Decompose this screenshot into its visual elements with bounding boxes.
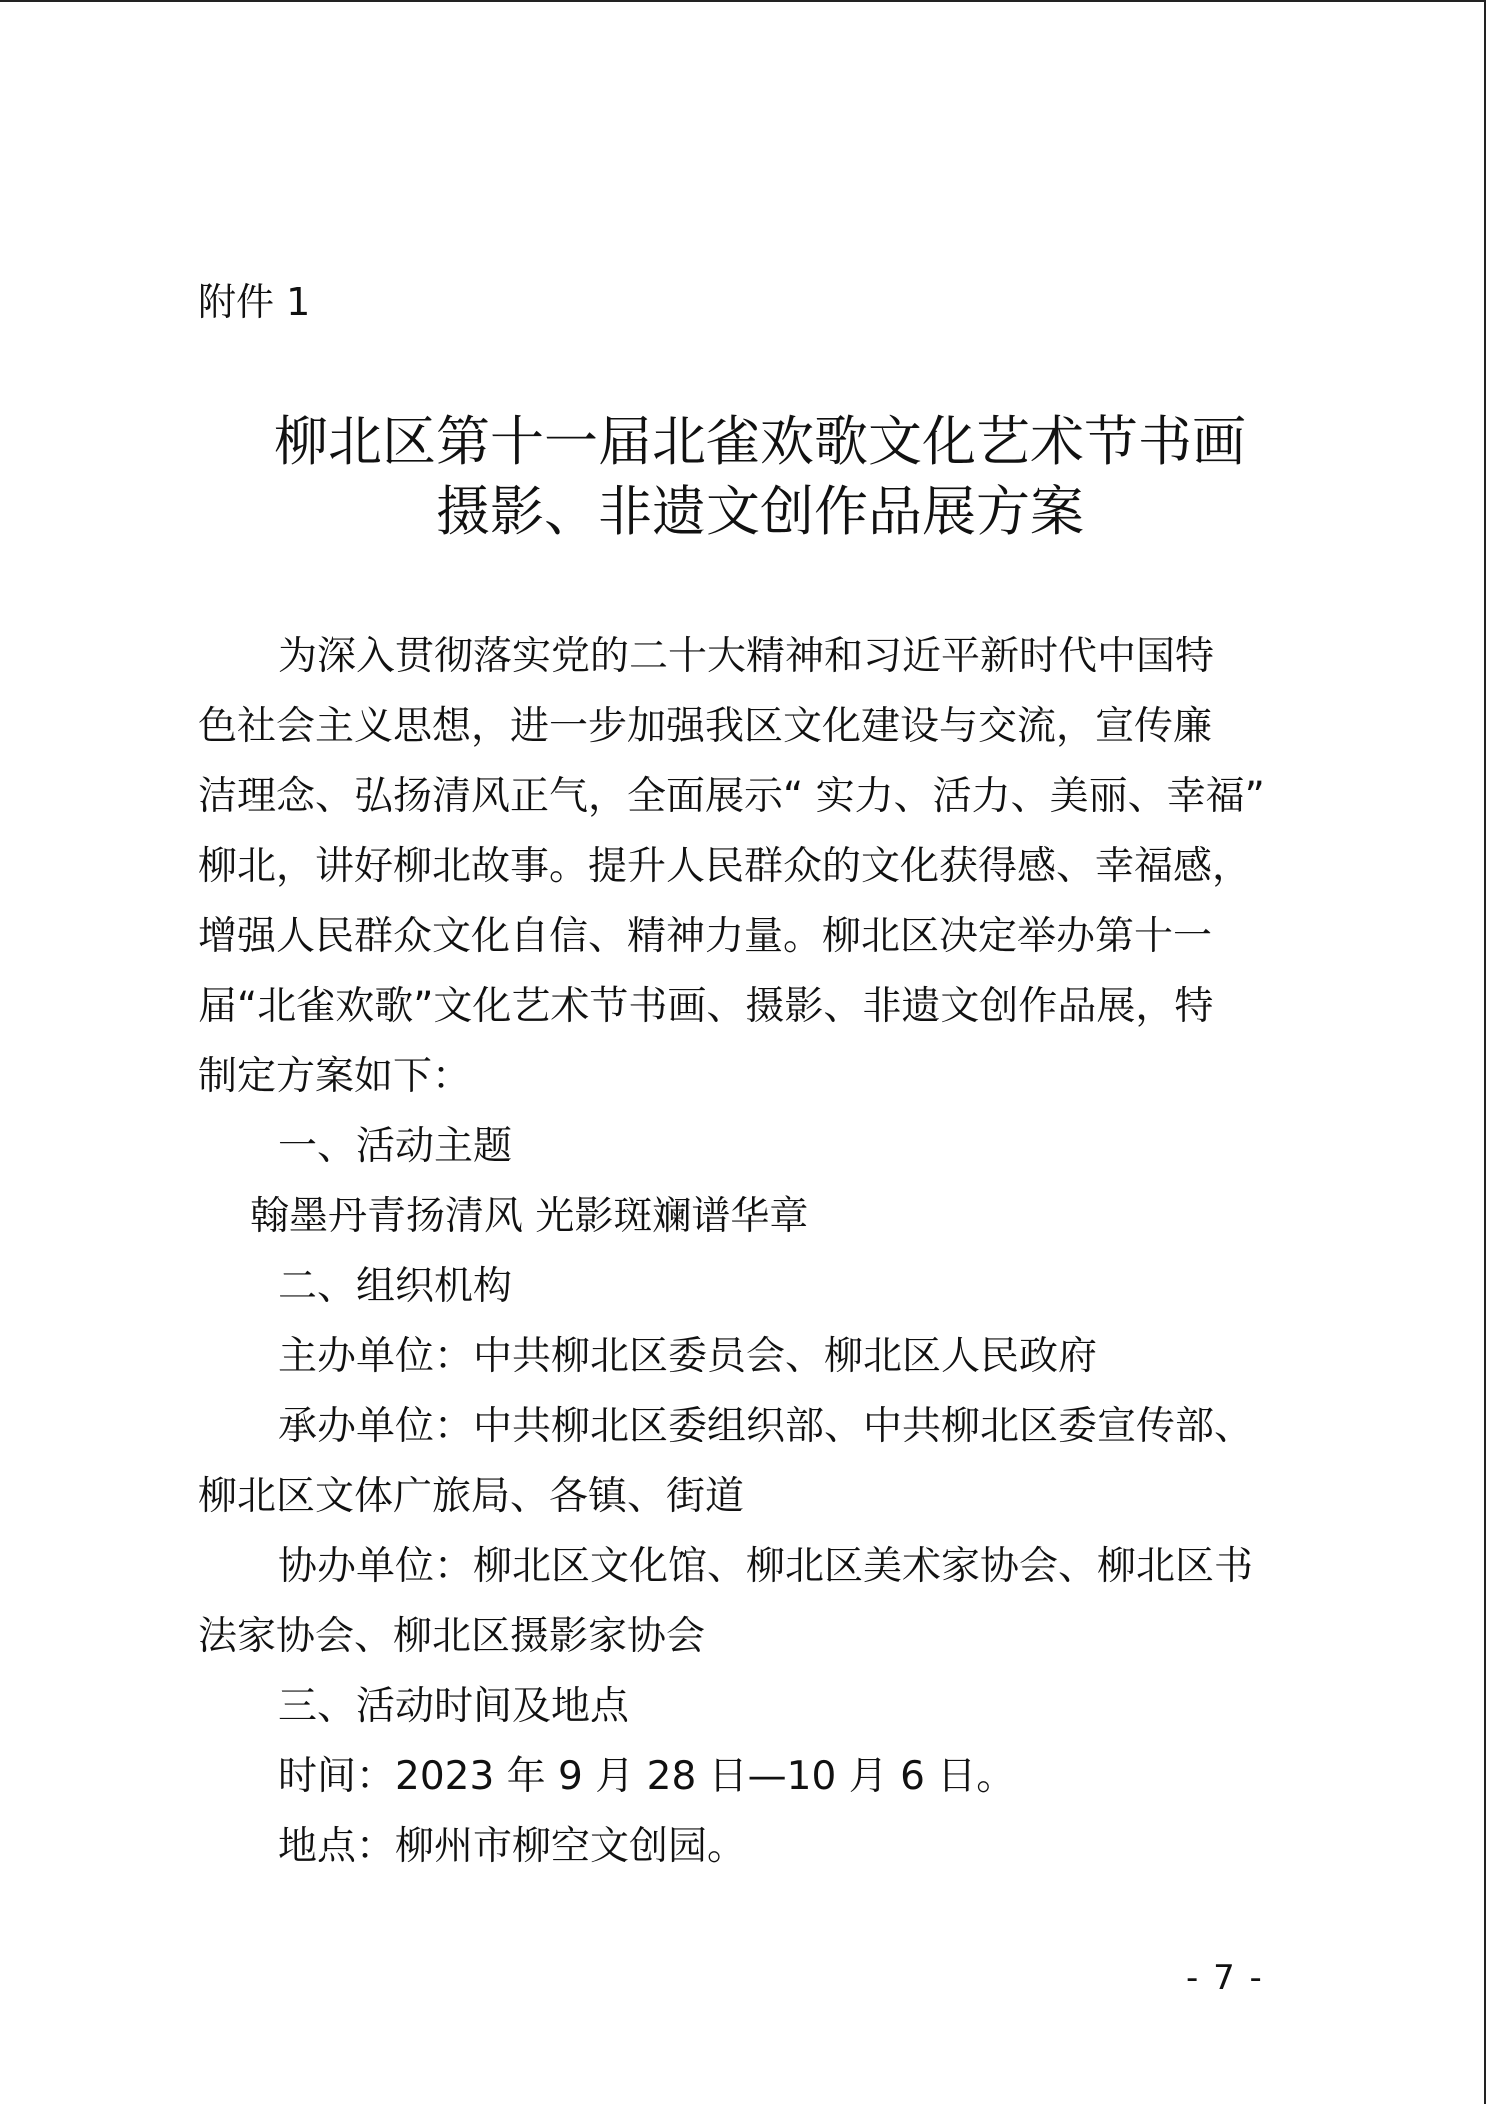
section-heading-theme: 一、活动主题 [278,1124,513,1169]
co-organizer-units-line-1: 协办单位：柳北区文化馆、柳北区美术家协会、柳北区书 [278,1544,1254,1589]
document-title-line-2: 摄影、非遗文创作品展方案 [436,480,1084,543]
event-time: 时间：2023 年 9 月 28 日—10 月 6 日。 [278,1754,1016,1799]
theme-slogan: 翰墨丹青扬清风 光影斑斓谱华章 [250,1194,809,1239]
body-line-1: 为深入贯彻落实党的二十大精神和习近平新时代中国特 [278,634,1215,679]
co-organizer-units-line-2: 法家协会、柳北区摄影家协会 [198,1614,706,1659]
body-line-4: 柳北，讲好柳北故事。提升人民群众的文化获得感、幸福感， [198,844,1252,889]
attachment-label: 附件 1 [198,280,311,324]
body-line-7: 制定方案如下： [198,1054,472,1099]
body-line-6: 届“北雀欢歌”文化艺术节书画、摄影、非遗文创作品展，特 [198,984,1214,1029]
section-heading-organization: 二、组织机构 [278,1264,513,1309]
organizer-units-line-1: 承办单位：中共柳北区委组织部、中共柳北区委宣传部、 [278,1404,1254,1449]
event-location: 地点：柳州市柳空文创园。 [278,1824,747,1869]
body-line-5: 增强人民群众文化自信、精神力量。柳北区决定举办第十一 [198,914,1213,959]
body-line-3: 洁理念、弘扬清风正气，全面展示“ 实力、活力、美丽、幸福” [198,774,1265,819]
organizer-units-line-2: 柳北区文体广旅局、各镇、街道 [198,1474,745,1519]
body-line-2: 色社会主义思想，进一步加强我区文化建设与交流，宣传廉 [198,704,1213,749]
section-heading-time-place: 三、活动时间及地点 [278,1684,630,1729]
document-title-line-1: 柳北区第十一届北雀欢歌文化艺术节书画 [274,410,1246,473]
host-units: 主办单位：中共柳北区委员会、柳北区人民政府 [278,1334,1098,1379]
page-number: - 7 - [1186,1958,1264,1998]
